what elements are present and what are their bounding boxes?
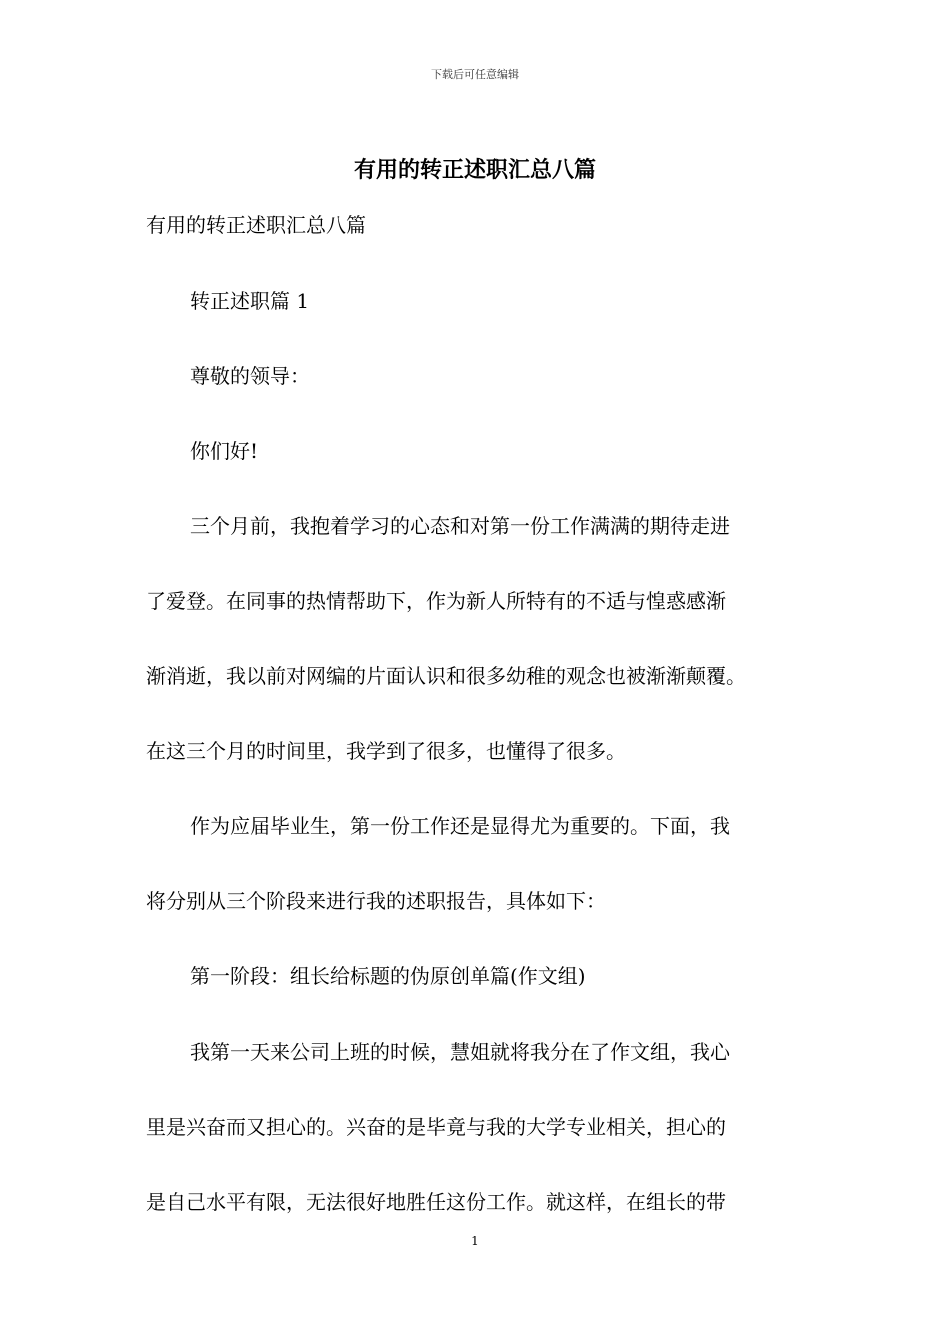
paragraph-line: 渐消逝，我以前对网编的片面认识和很多幼稚的观念也被渐渐颠覆。	[146, 664, 746, 688]
subtitle-line: 有用的转正述职汇总八篇	[146, 213, 366, 237]
paragraph-line: 我第一天来公司上班的时候，慧姐就将我分在了作文组，我心	[190, 1040, 730, 1064]
header-note: 下载后可任意编辑	[431, 68, 519, 81]
stage-heading: 第一阶段：组长给标题的伪原创单篇(作文组)	[190, 964, 586, 988]
salutation: 尊敬的领导：	[190, 364, 310, 388]
paragraph-line: 在这三个月的时间里，我学到了很多，也懂得了很多。	[146, 739, 626, 763]
paragraph-line: 将分别从三个阶段来进行我的述职报告，具体如下：	[146, 889, 606, 913]
greeting: 你们好!	[190, 439, 259, 463]
section-heading: 转正述职篇 1	[190, 289, 310, 313]
page-number: 1	[471, 1234, 479, 1248]
paragraph-line: 三个月前，我抱着学习的心态和对第一份工作满满的期待走进	[190, 514, 730, 538]
paragraph-line: 作为应届毕业生，第一份工作还是显得尤为重要的。下面，我	[190, 814, 730, 838]
document-title: 有用的转正述职汇总八篇	[353, 157, 596, 183]
paragraph-line: 了爱登。在同事的热情帮助下，作为新人所特有的不适与惶惑感渐	[146, 589, 726, 613]
paragraph-line: 是自己水平有限，无法很好地胜任这份工作。就这样，在组长的带	[146, 1190, 726, 1214]
paragraph-line: 里是兴奋而又担心的。兴奋的是毕竟与我的大学专业相关，担心的	[146, 1115, 726, 1139]
